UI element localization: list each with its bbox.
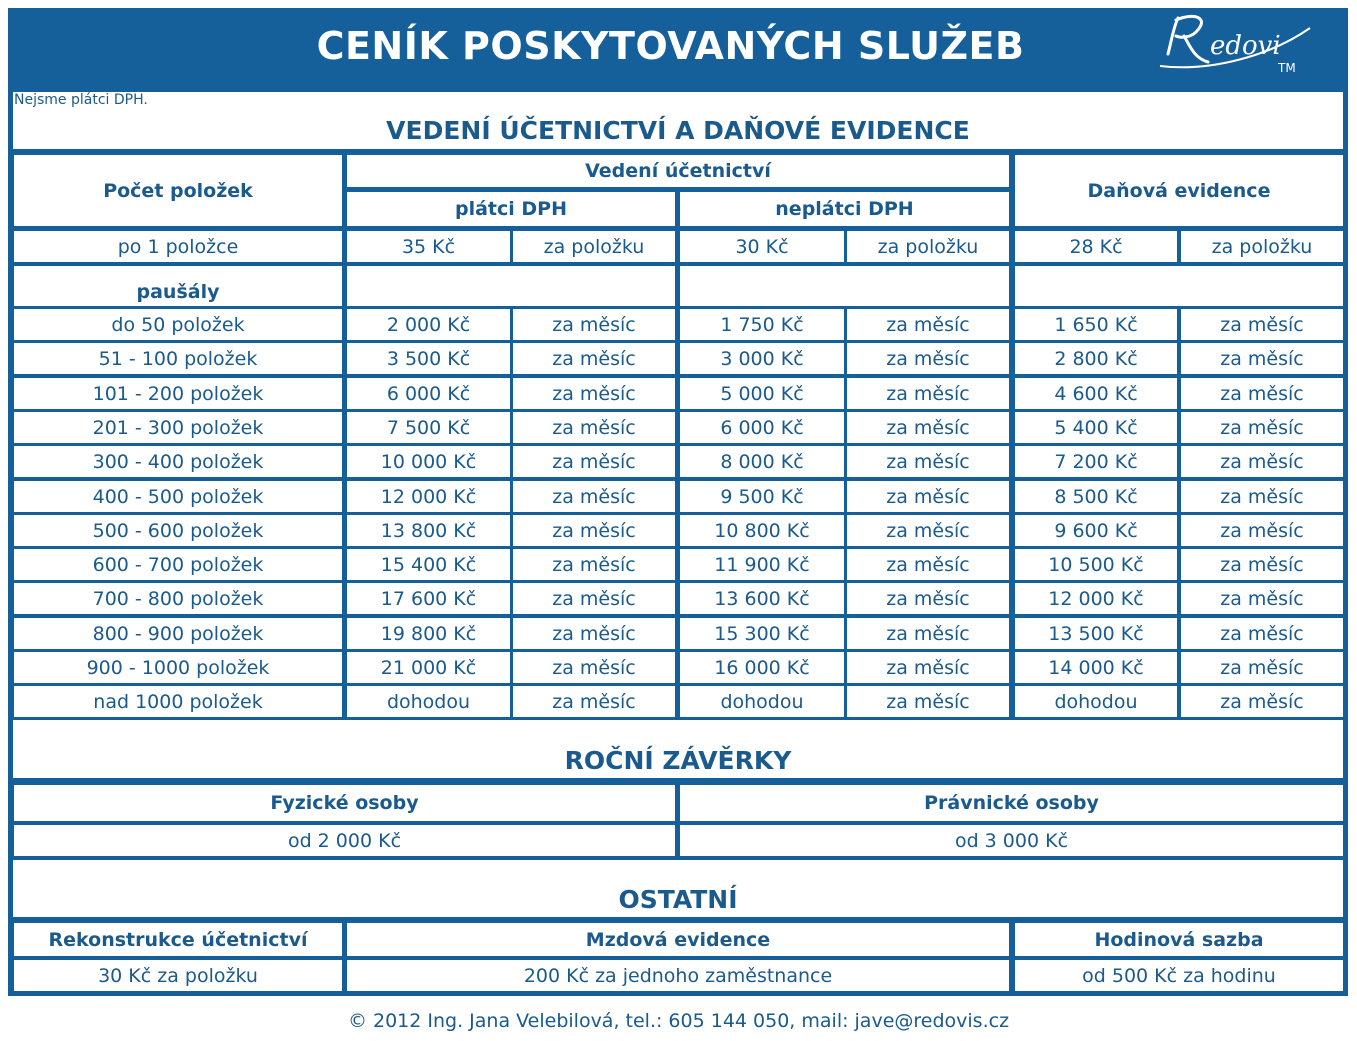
tier-neplatci-unit: za měsíc — [847, 309, 1009, 340]
tier-neplatci-price: 6 000 Kč — [680, 412, 844, 443]
tier-neplatci-unit: za měsíc — [847, 686, 1009, 717]
tier-danova-unit: za měsíc — [1181, 446, 1343, 477]
tier-platci-unit: za měsíc — [513, 481, 675, 512]
tier-danova-unit: za měsíc — [1181, 481, 1343, 512]
tier-danova-unit: za měsíc — [1181, 618, 1343, 649]
tier-platci-unit: za měsíc — [513, 412, 675, 443]
tier-label: nad 1000 položek — [14, 686, 342, 717]
per-item-platci-price: 35 Kč — [347, 231, 510, 262]
per-item-danova-price: 28 Kč — [1015, 231, 1177, 262]
other-payroll-price: 200 Kč za jednoho zaměstnance — [347, 960, 1009, 991]
tier-danova-unit: za měsíc — [1181, 412, 1343, 443]
tier-danova-price: 12 000 Kč — [1015, 583, 1177, 614]
tier-danova-unit: za měsíc — [1181, 583, 1343, 614]
tier-label: 300 - 400 položek — [14, 446, 342, 477]
pausaly-empty-neplatci — [680, 266, 1009, 306]
tier-neplatci-unit: za měsíc — [847, 515, 1009, 546]
tier-danova-price: 14 000 Kč — [1015, 652, 1177, 683]
per-item-neplatci-unit: za položku — [847, 231, 1009, 262]
tier-danova-price: 8 500 Kč — [1015, 481, 1177, 512]
tier-neplatci-unit: za měsíc — [847, 652, 1009, 683]
trademark-label: TM — [1278, 61, 1296, 75]
tier-label: 500 - 600 položek — [14, 515, 342, 546]
column-header-danova: Daňová evidence — [1015, 155, 1343, 226]
tier-neplatci-unit: za měsíc — [847, 583, 1009, 614]
tier-platci-unit: za měsíc — [513, 686, 675, 717]
tier-danova-unit: za měsíc — [1181, 309, 1343, 340]
other-hourly-label: Hodinová sazba — [1015, 923, 1343, 956]
tier-platci-price: 6 000 Kč — [347, 378, 510, 409]
tier-label: do 50 položek — [14, 309, 342, 340]
tier-danova-price: dohodou — [1015, 686, 1177, 717]
tier-danova-price: 10 500 Kč — [1015, 549, 1177, 580]
pausaly-empty-platci — [347, 266, 675, 306]
tier-danova-unit: za měsíc — [1181, 549, 1343, 580]
tier-neplatci-price: 10 800 Kč — [680, 515, 844, 546]
other-payroll-label: Mzdová evidence — [347, 923, 1009, 956]
annual-pravnicke-label: Právnické osoby — [680, 785, 1343, 821]
tier-danova-price: 7 200 Kč — [1015, 446, 1177, 477]
column-header-platci: plátci DPH — [347, 192, 675, 226]
tier-platci-unit: za měsíc — [513, 515, 675, 546]
accounting-section-title: VEDENÍ ÚČETNICTVÍ A DAŇOVÉ EVIDENCE — [13, 113, 1343, 147]
tier-neplatci-unit: za měsíc — [847, 446, 1009, 477]
per-item-label: po 1 položce — [14, 231, 342, 262]
annual-fyzicke-label: Fyzické osoby — [14, 785, 675, 821]
tier-neplatci-price: 8 000 Kč — [680, 446, 844, 477]
tier-neplatci-unit: za měsíc — [847, 481, 1009, 512]
tier-platci-unit: za měsíc — [513, 583, 675, 614]
annual-section-title: ROČNÍ ZÁVĚRKY — [13, 720, 1343, 778]
tier-neplatci-price: 3 000 Kč — [680, 343, 844, 374]
other-reconstruction-label: Rekonstrukce účetnictví — [14, 923, 342, 956]
tier-label: 800 - 900 položek — [14, 618, 342, 649]
tier-platci-price: 19 800 Kč — [347, 618, 510, 649]
other-reconstruction-price: 30 Kč za položku — [14, 960, 342, 991]
tier-platci-price: 10 000 Kč — [347, 446, 510, 477]
tier-platci-unit: za měsíc — [513, 446, 675, 477]
column-header-vedeni: Vedení účetnictví — [347, 155, 1009, 187]
footer-contact: © 2012 Ing. Jana Velebilová, tel.: 605 144 050, mail: jave@redovis.cz — [347, 1010, 1010, 1032]
tier-neplatci-unit: za měsíc — [847, 618, 1009, 649]
tier-neplatci-price: 1 750 Kč — [680, 309, 844, 340]
tier-danova-unit: za měsíc — [1181, 515, 1343, 546]
tier-neplatci-unit: za měsíc — [847, 549, 1009, 580]
annual-pravnicke-price: od 3 000 Kč — [680, 825, 1343, 856]
tier-platci-unit: za měsíc — [513, 549, 675, 580]
tier-danova-unit: za měsíc — [1181, 652, 1343, 683]
tier-platci-unit: za měsíc — [513, 618, 675, 649]
page-title: CENÍK POSKYTOVANÝCH SLUŽEB — [316, 24, 1025, 68]
tier-label: 101 - 200 položek — [14, 378, 342, 409]
redovis-logo — [1150, 8, 1320, 80]
other-hourly-price: od 500 Kč za hodinu — [1015, 960, 1343, 991]
tier-platci-price: 15 400 Kč — [347, 549, 510, 580]
tier-neplatci-price: 11 900 Kč — [680, 549, 844, 580]
tier-label: 201 - 300 položek — [14, 412, 342, 443]
tier-platci-unit: za měsíc — [513, 652, 675, 683]
tier-danova-price: 2 800 Kč — [1015, 343, 1177, 374]
tier-platci-price: 2 000 Kč — [347, 309, 510, 340]
tier-danova-price: 4 600 Kč — [1015, 378, 1177, 409]
tier-label: 400 - 500 položek — [14, 481, 342, 512]
tier-platci-unit: za měsíc — [513, 343, 675, 374]
tier-neplatci-price: 15 300 Kč — [680, 618, 844, 649]
tier-platci-price: 17 600 Kč — [347, 583, 510, 614]
tier-neplatci-unit: za měsíc — [847, 412, 1009, 443]
column-header-count: Počet položek — [14, 155, 342, 226]
tier-label: 600 - 700 položek — [14, 549, 342, 580]
tier-danova-unit: za měsíc — [1181, 343, 1343, 374]
tier-platci-price: 13 800 Kč — [347, 515, 510, 546]
pausaly-empty-danova — [1015, 266, 1343, 306]
vat-note: Nejsme plátci DPH. — [14, 92, 148, 108]
per-item-platci-unit: za položku — [513, 231, 675, 262]
tier-danova-price: 13 500 Kč — [1015, 618, 1177, 649]
annual-fyzicke-price: od 2 000 Kč — [14, 825, 675, 856]
tier-label: 51 - 100 položek — [14, 343, 342, 374]
tier-neplatci-price: 5 000 Kč — [680, 378, 844, 409]
tier-neplatci-unit: za měsíc — [847, 343, 1009, 374]
tier-danova-price: 1 650 Kč — [1015, 309, 1177, 340]
tier-neplatci-price: dohodou — [680, 686, 844, 717]
tier-danova-unit: za měsíc — [1181, 378, 1343, 409]
tier-label: 700 - 800 položek — [14, 583, 342, 614]
tier-platci-price: 7 500 Kč — [347, 412, 510, 443]
pausaly-label: paušály — [14, 266, 342, 306]
tier-danova-price: 9 600 Kč — [1015, 515, 1177, 546]
tier-neplatci-price: 16 000 Kč — [680, 652, 844, 683]
tier-neplatci-price: 13 600 Kč — [680, 583, 844, 614]
tier-platci-unit: za měsíc — [513, 309, 675, 340]
svg-text:edovi: edovi — [1210, 31, 1281, 61]
other-section-title: OSTATNÍ — [13, 860, 1343, 917]
tier-platci-price: 12 000 Kč — [347, 481, 510, 512]
tier-danova-price: 5 400 Kč — [1015, 412, 1177, 443]
tier-platci-price: dohodou — [347, 686, 510, 717]
tier-label: 900 - 1000 položek — [14, 652, 342, 683]
tier-platci-price: 21 000 Kč — [347, 652, 510, 683]
tier-danova-unit: za měsíc — [1181, 686, 1343, 717]
tier-platci-price: 3 500 Kč — [347, 343, 510, 374]
per-item-danova-unit: za položku — [1181, 231, 1343, 262]
column-header-neplatci: neplátci DPH — [680, 192, 1009, 226]
tier-neplatci-price: 9 500 Kč — [680, 481, 844, 512]
per-item-neplatci-price: 30 Kč — [680, 231, 844, 262]
tier-neplatci-unit: za měsíc — [847, 378, 1009, 409]
tier-platci-unit: za měsíc — [513, 378, 675, 409]
